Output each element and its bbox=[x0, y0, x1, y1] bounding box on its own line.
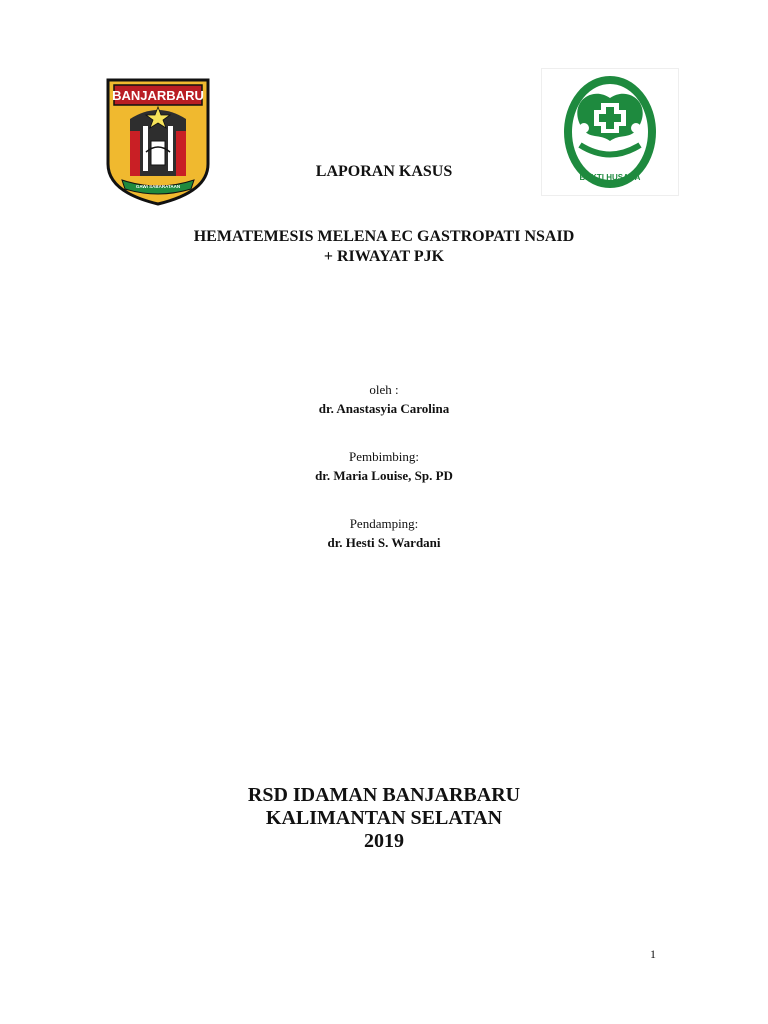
report-year: 2019 bbox=[364, 830, 404, 852]
report-title-line-2: + RIWAYAT PJK bbox=[323, 248, 445, 265]
region-name: KALIMANTAN SELATAN bbox=[265, 807, 503, 829]
banjarbaru-city-emblem bbox=[104, 76, 212, 208]
report-title-line-1: HEMATEMESIS MELENA EC GASTROPATI NSAID bbox=[193, 228, 575, 245]
logo-caption: BAKTI HUSADA bbox=[579, 173, 641, 182]
emblem-ribbon-text: GAWI SABARATAAN bbox=[135, 184, 181, 189]
supervisor-label: Pembimbing: bbox=[348, 449, 420, 464]
supervisor-section bbox=[0, 447, 768, 485]
companion-section bbox=[0, 514, 768, 552]
companion-name: dr. Hesti S. Wardani bbox=[327, 535, 441, 550]
supervisor-name: dr. Maria Louise, Sp. PD bbox=[315, 468, 453, 483]
author-name: dr. Anastasyia Carolina bbox=[318, 401, 450, 416]
report-title bbox=[0, 227, 768, 267]
author-section bbox=[0, 380, 768, 418]
institution-name: RSD IDAMAN BANJARBARU bbox=[247, 784, 521, 806]
companion-label: Pendamping: bbox=[349, 516, 419, 531]
emblem-name: BANJARBARU bbox=[112, 88, 204, 103]
author-label: oleh : bbox=[369, 382, 399, 397]
report-type: LAPORAN KASUS bbox=[315, 163, 453, 180]
page-number: 1 bbox=[650, 947, 656, 961]
footer-institution-block bbox=[0, 784, 768, 853]
